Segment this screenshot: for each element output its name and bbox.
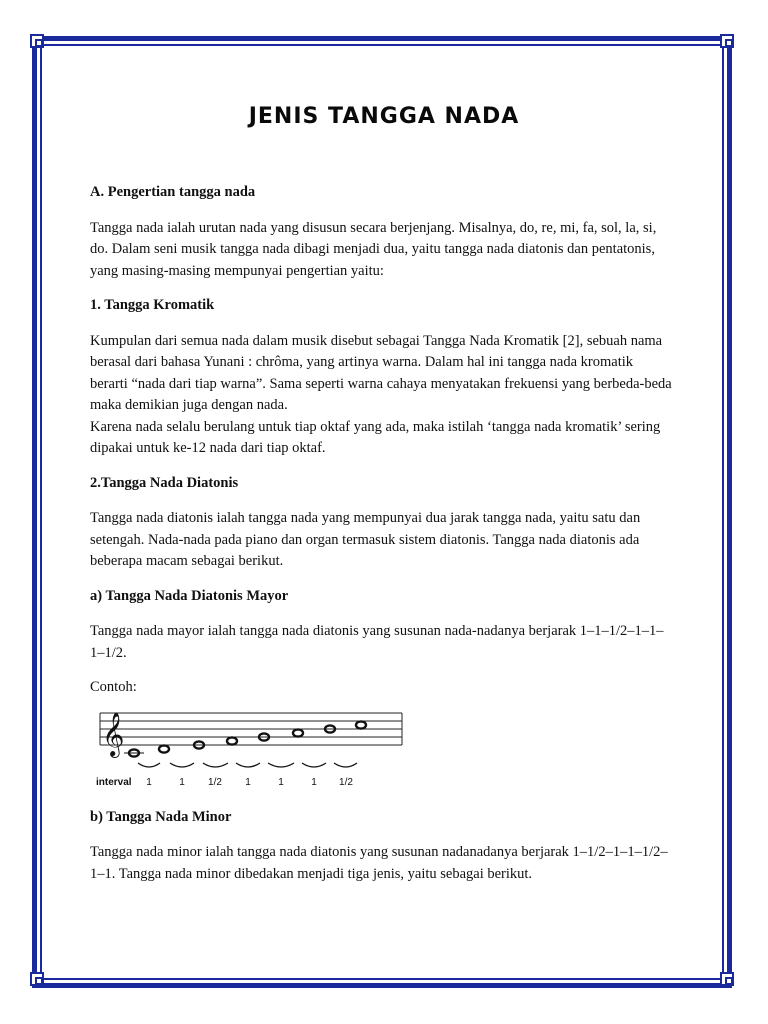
border-corner-ornament — [30, 972, 44, 986]
border-corner-ornament — [720, 972, 734, 986]
note-a — [293, 729, 303, 736]
interval-value: 1 — [278, 776, 284, 788]
paragraph: Tangga nada minor ialah tangga nada diatonis yang susunan nadanadanya berjarak 1–1/2–1–1–1/2–1–1. Tangga nada minor dibedakan menjadi tiga jenis, yaitu sebagai berikut. — [90, 844, 668, 882]
example-label: Contoh: — [90, 679, 137, 695]
music-staff-image — [90, 705, 410, 791]
treble-clef-icon: 𝄞 — [102, 713, 125, 756]
paragraph: Tangga nada ialah urutan nada yang disusun secara berjenjang. Misalnya, do, re, mi, fa, sol, la, si, do. Dalam seni musik tangga nada dibagi menjadi dua, yaitu tangga nada diatonis dan pentatonis, yang masing-masing mempunyai pengertian yaitu: — [90, 219, 657, 279]
staff-lines — [100, 713, 402, 745]
interval-slurs — [138, 763, 357, 767]
interval-value: 1 — [245, 776, 251, 788]
interval-labels — [96, 777, 353, 788]
scale-notes — [124, 721, 366, 756]
interval-value: 1 — [311, 776, 317, 788]
border-corner-ornament — [720, 34, 734, 48]
section-heading: b) Tangga Nada Minor — [90, 808, 232, 825]
note-c2 — [356, 721, 366, 728]
interval-value: 1 — [146, 776, 152, 788]
major-scale-figure — [90, 705, 410, 791]
interval-value: 1/2 — [339, 776, 353, 788]
note-f — [227, 737, 237, 744]
interval-label: interval — [96, 776, 132, 788]
paragraph: Karena nada selalu berulang untuk tiap oktaf yang ada, maka istilah ‘tangga nada kromatik’ sering dipakai untuk ke-12 nada dari tiap oktaf. — [90, 418, 661, 456]
border-corner-ornament — [30, 34, 44, 48]
interval-value: 1 — [179, 776, 185, 788]
paragraph: Kumpulan dari semua nada dalam musik disebut sebagai Tangga Nada Kromatik [2], sebuah nama berasal dari bahasa Yunani : chrôma, yang artinya warna. Dalam hal ini tangga nada kromatik berarti “nada dari tiap warna”. Sama seperti warna cahaya menyatakan frekuensi yang berbeda-beda maka demikian juga dengan nada. — [90, 332, 672, 413]
section-heading: 1. Tangga Kromatik — [90, 297, 215, 313]
interval-value: 1/2 — [208, 776, 222, 788]
section-heading: a) Tangga Nada Diatonis Mayor — [90, 587, 289, 604]
section-heading: 2.Tangga Nada Diatonis — [90, 474, 239, 491]
paragraph: Tangga nada diatonis ialah tangga nada yang mempunyai dua jarak tangga nada, yaitu satu dan setengah. Nada-nada pada piano dan organ termasuk sistem diatonis. Tangga nada diatonis ada beberapa macam sebagai berikut. — [90, 510, 641, 569]
page-title: JENIS TANGGA NADA — [248, 104, 520, 129]
section-heading: A. Pengertian tangga nada — [90, 184, 256, 200]
paragraph: Tangga nada mayor ialah tangga nada diatonis yang susunan nada-nadanya berjarak 1–1–1/2–1–1–1–1/2. — [90, 623, 664, 661]
document-body — [90, 182, 672, 898]
note-d — [159, 745, 169, 752]
